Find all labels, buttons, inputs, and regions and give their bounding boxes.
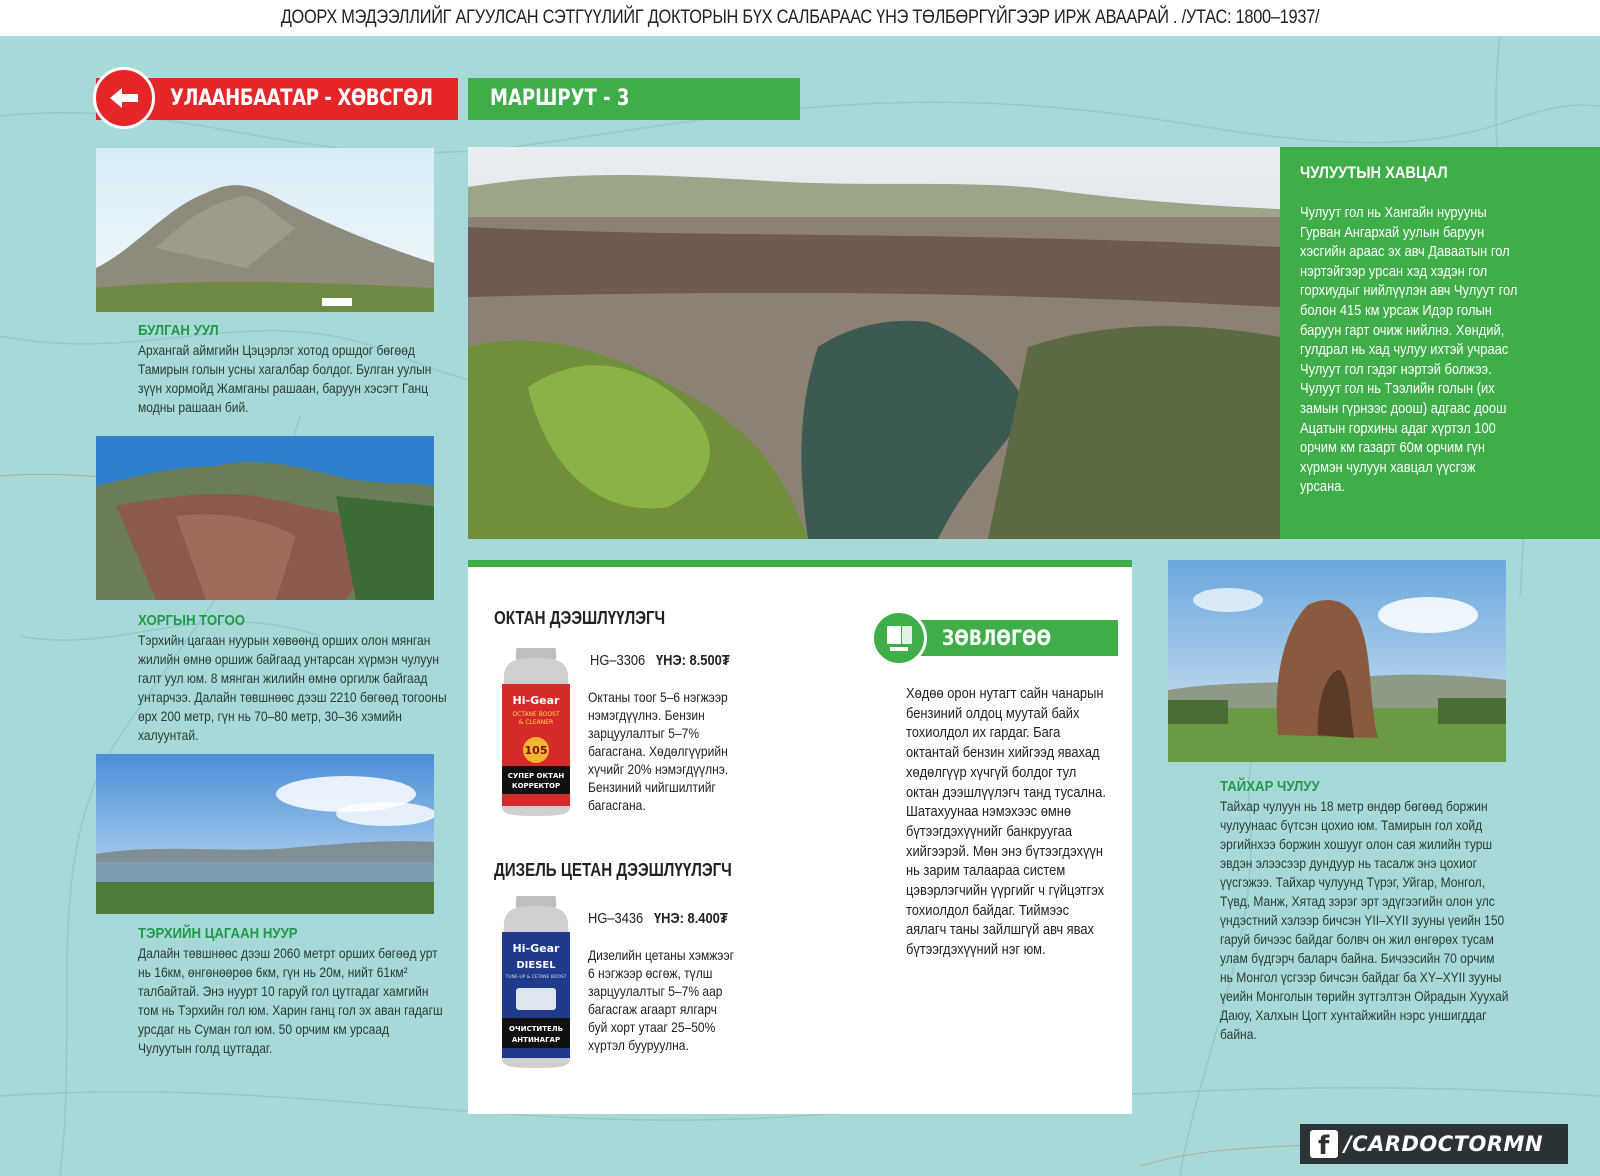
facebook-icon: f [1310,1130,1338,1158]
bulgan-mountain-photo [96,148,434,312]
khorgo-text: Тэрхийн цагаан нуурын хөвөөнд орших олон мянган жилийн өмнө оршиж байгаад унтарсан хүрмэн чулуун галт уул юм. 8 мянган жилийн өмнө оргилж байгаад унтарчээ. Далайн төвшнөөс дээш 2210 бөгөөд тогооны өрх 200 метр, гүн нь 70–80 метр, 30–36 хэмийн халуунтай. [138,632,447,743]
octane-can-line2: & CLEANER [518,719,554,726]
diesel-price: ҮНЭ: 8.400₮ [653,910,728,927]
canyon-title: ЧУЛУУТЫН ХАВЦАЛ [1300,163,1448,182]
route-title-bar [96,78,458,120]
octane-text: Октаны тоог 5–6 нэгжээр нэмэгдүүлнэ. Бензин зарцуулалтыг 5–7% багасгана. Хөдөлгүүрийн хүчийг 20% нэмэгдүүлнэ. Бензиний чийгшилтийг багасгана. [588,689,729,813]
diesel-can-line2: TUNE-UP & CETANE BOOST [505,975,567,980]
diesel-can-image [494,894,578,1070]
diesel-code: HG–3436 [588,910,644,927]
diesel-can-brand: Hi-Gear [512,942,560,955]
advice-text: Хөдөө орон нутагт сайн чанарын бензиний олдоц муутай байх тохиолдол их гардаг. Бага октантай бензин хийгээд явахад хөдөлгүүр хүчгүй болдог тул октан дээшлүүлэгч танд тусална. Шатахуунаа нэмэхээс өмнө бүтээгдэхүүнийг банкруугаа хийгээрэй. Мөн энэ бүтээгдэхүүн нь зарим талаараа систем цэвэрлэгчийн үүргийг ч гүйцэтгэх тохиолдол байдаг. Тиймээс аялагч таны зайлшгүй авч явах бүтээгдэхүүний нэг юм. [906,685,1106,959]
route-title: УЛААНБААТАР - ХӨВСГӨЛ [170,86,433,111]
chuluut-canyon-info [1280,147,1600,539]
diesel-text: Дизелийн цетаны хэмжээг 6 нэгжээр өсгөж, түлш зарцуулалтыг 5–7% аар багасгаж агаарт ялгарч буй хорт утааг 25–50% хүртэл бууруулна. [588,947,734,1053]
octane-can-brand: Hi-Gear [512,694,560,707]
canyon-text: Чулуут гол нь Хангайн нурууны Гурван Ангархай уулын баруун хэсгийн араас эх авч Даваатын гол нэртэйгээр урсан хэд хэдэн гол горхиудыг нийлүүлэн авч Чулуут гол болон 415 км урсаж Идэр голын баруун гарт очиж нийлнэ. Хөндий, гулдрал нь хад чулуу ихтэй учраас Чулуут гол гэдэг нэртэй болжээ. Чулуут гол нь Тээлийн голын (их замын гүрнээс доош) адгаас доош Ацатын горхины адаг хүртэл 100 орчим км газарт 60м орчим гүн хүрмэн чулуун хавцал үүсгэж урсана. [1300,204,1518,496]
back-arrow-button[interactable] [93,67,155,129]
diesel-can-ru1: ОЧИСТИТЕЛЬ [509,1025,563,1033]
advice-header [920,620,1118,656]
octane-heading: ОКТАН ДЭЭШЛҮҮЛЭГЧ [494,608,666,628]
terkhiin-text: Далайн төвшнөөс дээш 2060 метрт орших бөгөөд урт нь 16км, өнгөнөөрөө 6км, гүн нь 20м, нийт 61км² талбайтай. Энэ нуурт 10 гаруй гол цутгадаг хамгийн том нь Тэрхийн гол юм. Харин ганц гол эх аван гадагш урсдаг нь Суман гол юм. 50 орчим км урсаад Чулуутын голд цутгадаг. [138,945,443,1056]
diesel-code-price [588,910,728,927]
bulgan-title: БУЛГАН УУЛ [138,322,219,339]
octane-price: ҮНЭ: 8.500₮ [655,652,730,669]
khorgo-title: ХОРГЫН ТОГОО [138,612,245,629]
advice-label: ЗӨВЛӨГӨӨ [942,626,1052,650]
octane-can-line1: OCTANE BOOST [512,711,560,718]
advice-icon-badge [871,610,927,666]
octane-code-price [590,652,730,669]
taikhar-rock-photo [1168,560,1506,762]
diesel-can-ru2: АНТИНАГАР [511,1036,561,1044]
back-arrow-icon [96,70,152,126]
top-banner: ДООРХ МЭДЭЭЛЛИЙГ АГУУЛСАН СЭТГҮҮЛИЙГ ДОКТОРЫН БҮХ САЛБАРААС ҮНЭ ТӨЛБӨРГҮЙГЭЭР ИРЖ АВААРАЙ . /УТАС: 1800–1937/ [112,0,1488,36]
octane-can-image [494,646,578,818]
diesel-heading: ДИЗЕЛЬ ЦЕТАН ДЭЭШЛҮҮЛЭГЧ [494,860,732,880]
octane-can-ru1: СУПЕР ОКТАН [507,772,565,780]
route-number: МАРШРУТ - 3 [490,86,630,111]
khorgo-crater-photo [96,436,434,600]
octane-can-num: 105 [524,744,548,757]
taikhar-text: Тайхар чулуун нь 18 метр өндөр бөгөөд боржин чулуунаас бүтсэн цохио юм. Тамирын гол хойд эргийнхээ боржин хошууг олон сая жилийн турш эвдэн элээсээр дундуур нь тасалж энэ цохиог үүсгэжээ. Тайхар чулуунд Түрэг, Уйгар, Монгол, Түвд, Манж, Хятад зэрэг эрт эдүгээгийн олон улс үндэстний хэлээр бичсэн YII–XYII зууны үеийн 150 гаруй бичээс байдаг болвч он жил өнгөрөх тусам улам бүдгэрч баларч байна. Бичээсийн 70 орчим нь Монгол үсгээр бичсэн байдаг ба XY–XYII зууны үеийн Монголын төрийн зүтгэлтэн Ойрадын Хуухай Даюу, Халхын Цогт хунтайжийн нэрс уншигддаг байна. [1220,798,1509,1042]
terkhiin-lake-photo [96,754,434,914]
facebook-badge[interactable] [1300,1124,1568,1164]
chuluut-canyon-photo [468,147,1280,539]
book-hand-icon [874,613,924,663]
diesel-can-line1: DIESEL [516,960,556,971]
octane-code: HG–3306 [590,652,646,669]
bulgan-text: Архангай аймгийн Цэцэрлэг хотод оршдог бөгөөд Тамирын голын усны хагалбар болдог. Булган уулын зүүн хормойд Жамганы рашаан, баруун хэсэгт Ганц модны рашаан бий. [138,342,432,415]
terkhiin-title: ТЭРХИЙН ЦАГААН НУУР [138,925,298,942]
taikhar-title: ТАЙХАР ЧУЛУУ [1220,778,1320,795]
facebook-handle: /CARDOCTORMN [1344,1132,1544,1156]
octane-can-ru2: КОРРЕКТОР [511,782,561,790]
route-number-bar [468,78,800,120]
